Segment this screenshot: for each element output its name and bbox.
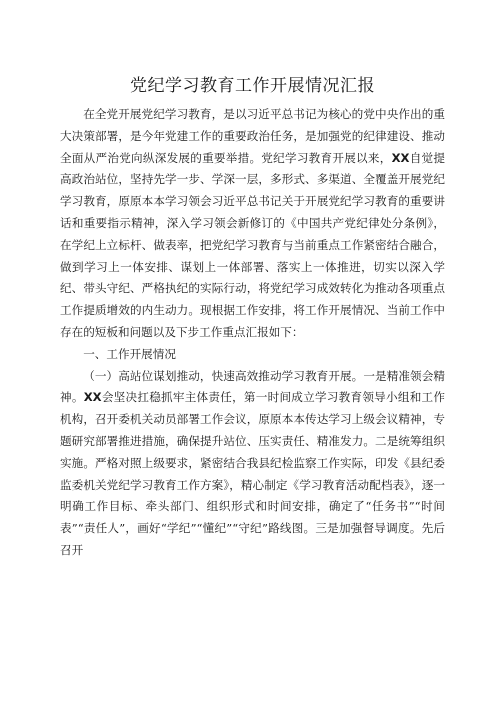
document-title: 党纪学习教育工作开展情况汇报: [130, 76, 375, 96]
intro-text-part1: 在全党开展党纪学习教育，是以习近平总书记为核心的党中央作出的重大决策部署，是今年党建工作的重要政治任务，是加强党的纪律建设、推动全面从严治党向纵深发展的重要举措。党纪学习教育开展以来，: [60, 107, 445, 165]
subsection-text-part2: 会坚决扛稳抓牢主体责任，第一时间成立学习教育领导小组和工作机构，召开委机关动员部署工作会议，原原本本传达学习上级会议精神，专题研究部署推进措施，确保提升站位、压实责任、精准发力。二是统筹组织实施。严格对照上级要求，紧密结合我县纪检监察工作实际，印发《县纪委监委机关党纪学习教育工作方案》，精心制定《学习教育活动配档表》，逐一明确工作目标、牵头部门、组织形式和时间安排，确定了“任务书”“时间表”“责任人”，画好“学纪”“懂纪”“守纪”路线图。三是加强督导调度。先后召开: [60, 390, 445, 557]
document-page: [60, 0, 445, 707]
intro-paragraph: [60, 104, 445, 344]
subsection-text-part1: （一）高站位谋划推动，快速高效推动学习教育开展。一是精准领会精神。: [60, 368, 445, 405]
intro-text-part2: 自觉提高政治站位，坚持先学一步、学深一层，多形式、多渠道、全覆盖开展党纪学习教育，原原本本学习领会习近平总书记关于开展党纪学习教育的重要讲话和重要指示精神，深入学习领会新修订的《中国共产党纪律处分条例》，在学纪上立标杆、做表率，把党纪学习教育与当前重点工作紧密结合融合，做到学习上一体安排、谋划上一体部署、落实上一体推进，切实以深入学纪、带头守纪、严格执纪的实际行动，将党纪学习成效转化为推动各项重点工作提质增效的内生动力。现根据工作安排，将工作开展情况、当前工作中存在的短板和问题以及下步工作重点汇报如下：: [60, 150, 445, 339]
section-heading: 一、工作开展情况: [83, 346, 176, 361]
org-placeholder: XX: [391, 150, 410, 165]
subsection-paragraph: [60, 366, 445, 562]
org-placeholder-2: XX: [83, 390, 102, 405]
